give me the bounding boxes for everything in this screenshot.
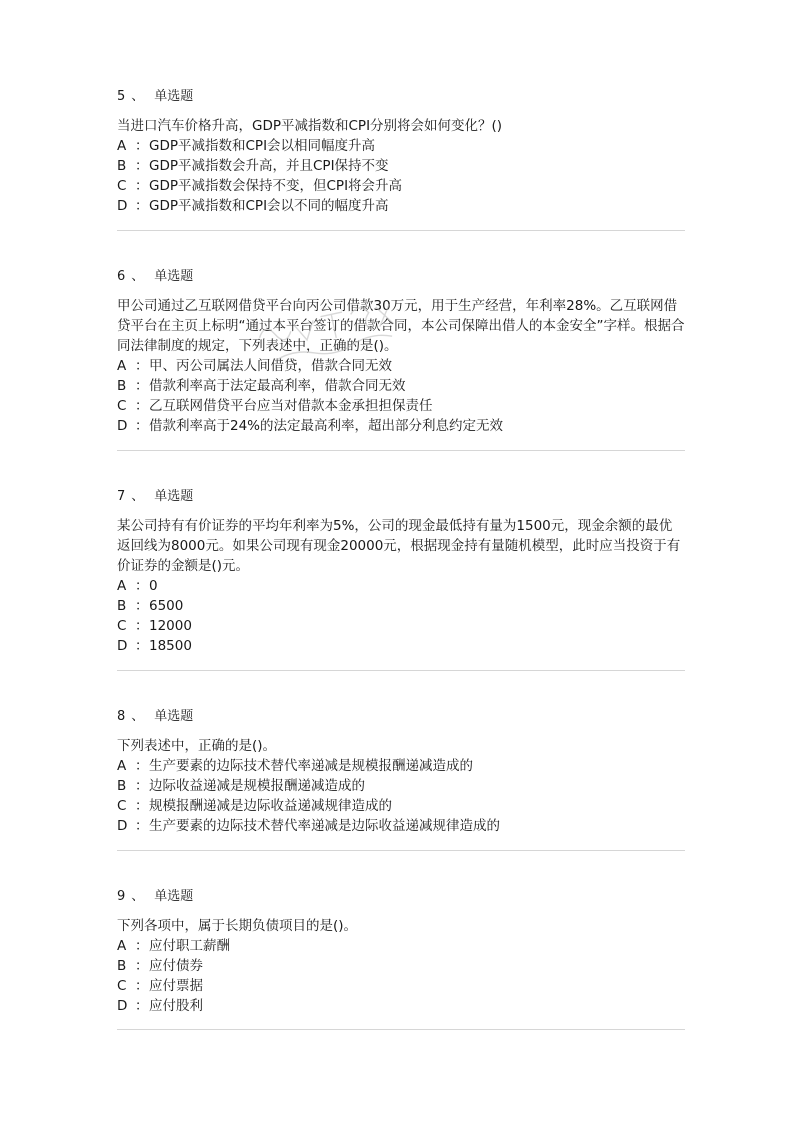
option-letter: C [117,178,127,194]
option-letter: A [117,938,127,954]
option-letter: A [117,578,127,594]
question-header [117,87,685,107]
option-text: 生产要素的边际技术替代率递减是边际收益递减规律造成的 [149,818,500,834]
option-text: 甲、丙公司属法人间借贷，借款合同无效 [149,358,392,374]
question-separator: 、 [131,709,145,724]
question-9 [117,887,685,1016]
option-c[interactable] [117,396,685,416]
question-6 [117,267,685,436]
question-divider [117,1029,685,1030]
option-c[interactable] [117,796,685,816]
question-stem: 下列各项中，属于长期负债项目的是()。 [117,918,358,934]
option-letter: D [117,198,128,214]
question-stem: 下列表述中，正确的是()。 [117,738,277,754]
option-colon: ： [135,158,149,174]
option-letter: B [117,958,127,974]
option-a[interactable] [117,756,685,776]
option-a[interactable] [117,936,685,956]
option-colon: ： [135,378,149,394]
option-c[interactable] [117,616,685,636]
option-text: GDP平减指数会保持不变，但CPI将会升高 [149,178,403,194]
question-divider [117,230,685,231]
question-separator: 、 [131,489,145,504]
option-text: 18500 [149,638,192,654]
option-b[interactable] [117,596,685,616]
option-colon: ： [135,778,149,794]
option-colon: ： [135,198,149,214]
option-d[interactable] [117,996,685,1016]
option-text: 应付债券 [149,958,203,974]
option-letter: A [117,138,127,154]
option-text: 借款利率高于法定最高利率，借款合同无效 [149,378,406,394]
question-7 [117,487,685,656]
question-stem: 甲公司通过乙互联网借贷平台向丙公司借款30万元，用于生产经营，年利率28%。乙互联网借贷平台在主页上标明“通过本平台签订的借款合同，本公司保障出借人的本金安全”字样。根据合同法律制度的规定，下列表述中，正确的是()。 [117,298,685,354]
option-text: 应付职工薪酬 [149,938,230,954]
option-text: 生产要素的边际技术替代率递减是规模报酬递减造成的 [149,758,473,774]
option-colon: ： [135,358,149,374]
option-letter: D [117,998,128,1014]
option-c[interactable] [117,176,685,196]
question-type: 单选题 [154,269,194,284]
option-d[interactable] [117,636,685,656]
option-letter: C [117,398,127,414]
question-divider [117,670,685,671]
question-number: 8 [117,709,126,724]
question-divider [117,450,685,451]
question-header [117,887,685,907]
option-a[interactable] [117,356,685,376]
option-colon: ： [135,758,149,774]
option-letter: B [117,778,127,794]
option-d[interactable] [117,816,685,836]
option-letter: B [117,158,127,174]
question-header [117,487,685,507]
option-letter: C [117,798,127,814]
question-type: 单选题 [154,89,194,104]
option-b[interactable] [117,376,685,396]
question-number: 7 [117,489,126,504]
option-text: 乙互联网借贷平台应当对借款本金承担担保责任 [149,398,433,414]
option-letter: B [117,598,127,614]
question-number: 5 [117,89,126,104]
question-type: 单选题 [154,709,194,724]
option-colon: ： [135,998,149,1014]
question-stem: 当进口汽车价格升高，GDP平减指数和CPI分别将会如何变化？() [117,118,503,134]
option-text: GDP平减指数和CPI会以相同幅度升高 [149,138,376,154]
option-colon: ： [135,618,149,634]
option-colon: ： [135,938,149,954]
option-b[interactable] [117,956,685,976]
question-5 [117,87,685,216]
option-text: GDP平减指数会升高，并且CPI保持不变 [149,158,389,174]
option-text: 12000 [149,618,192,634]
option-text: GDP平减指数和CPI会以不同的幅度升高 [149,198,389,214]
option-a[interactable] [117,576,685,596]
option-colon: ： [135,138,149,154]
option-b[interactable] [117,156,685,176]
option-text: 借款利率高于24%的法定最高利率，超出部分利息约定无效 [149,418,504,434]
option-d[interactable] [117,416,685,436]
option-text: 应付股利 [149,998,203,1014]
question-type: 单选题 [154,489,194,504]
option-colon: ： [135,638,149,654]
option-a[interactable] [117,136,685,156]
question-separator: 、 [131,89,145,104]
option-c[interactable] [117,976,685,996]
question-header [117,267,685,287]
option-colon: ： [135,418,149,434]
option-d[interactable] [117,196,685,216]
question-number: 9 [117,889,126,904]
question-stem: 某公司持有有价证券的平均年利率为5%，公司的现金最低持有量为1500元，现金余额的最优返回线为8000元。如果公司现有现金20000元，根据现金持有量随机模型，此时应当投资于有价证券的金额是()元。 [117,518,681,574]
question-number: 6 [117,269,126,284]
option-text: 6500 [149,598,184,614]
option-colon: ： [135,958,149,974]
option-colon: ： [135,818,149,834]
option-letter: D [117,418,128,434]
option-colon: ： [135,978,149,994]
question-type: 单选题 [154,889,194,904]
option-letter: A [117,358,127,374]
option-text: 0 [149,578,158,594]
option-letter: A [117,758,127,774]
option-text: 应付票据 [149,978,203,994]
question-8 [117,707,685,836]
question-header [117,707,685,727]
option-letter: D [117,638,128,654]
option-colon: ： [135,578,149,594]
question-separator: 、 [131,889,145,904]
option-colon: ： [135,598,149,614]
question-divider [117,850,685,851]
option-b[interactable] [117,776,685,796]
option-letter: D [117,818,128,834]
option-letter: C [117,618,127,634]
option-letter: C [117,978,127,994]
option-letter: B [117,378,127,394]
option-colon: ： [135,798,149,814]
option-colon: ： [135,178,149,194]
question-separator: 、 [131,269,145,284]
option-text: 边际收益递减是规模报酬递减造成的 [149,778,365,794]
option-text: 规模报酬递减是边际收益递减规律造成的 [149,798,392,814]
option-colon: ： [135,398,149,414]
